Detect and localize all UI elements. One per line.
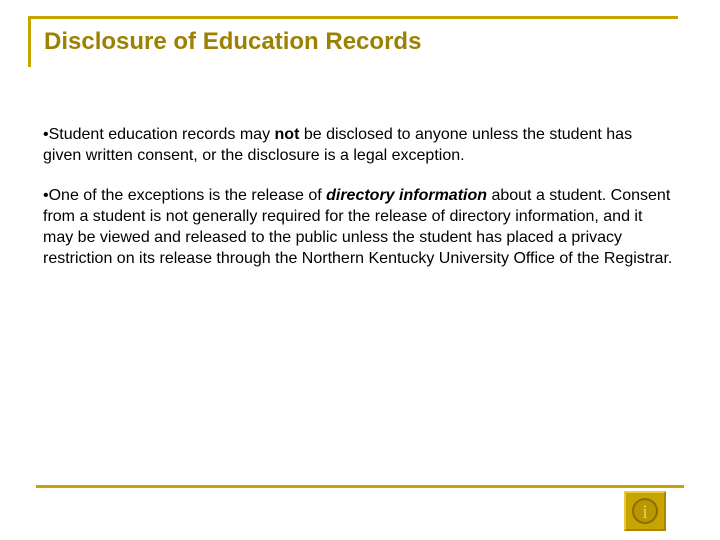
bullet-marker: • bbox=[43, 126, 49, 143]
emphasis-text: not bbox=[274, 126, 300, 143]
bullet-marker: • bbox=[43, 187, 49, 204]
slide-title: Disclosure of Education Records bbox=[44, 28, 422, 55]
paragraph-text: Student education records may bbox=[48, 126, 275, 143]
paragraph-text: about a student. Consent from a student is not generally required for the release of directory information, and it may be viewed and released to the public unless the student has placed a privacy restriction on its release through the Northern Kentucky University Office of the Registrar. bbox=[43, 187, 673, 267]
slide-body bbox=[43, 124, 673, 269]
title-frame-top-rule bbox=[28, 16, 678, 19]
paragraph-text: be disclosed to anyone unless the student has given written consent, or the disclosure is a legal exception. bbox=[43, 126, 633, 164]
title-frame-left-rule bbox=[28, 16, 31, 67]
info-glyph: i bbox=[642, 502, 648, 523]
bullet-paragraph bbox=[43, 124, 673, 166]
info-icon bbox=[626, 493, 664, 529]
paragraph-text: One of the exceptions is the release of bbox=[48, 187, 327, 204]
bullet-paragraph bbox=[43, 185, 673, 269]
emphasis-text: directory information bbox=[326, 187, 488, 204]
info-button[interactable] bbox=[624, 491, 666, 531]
footer-rule bbox=[36, 485, 684, 488]
